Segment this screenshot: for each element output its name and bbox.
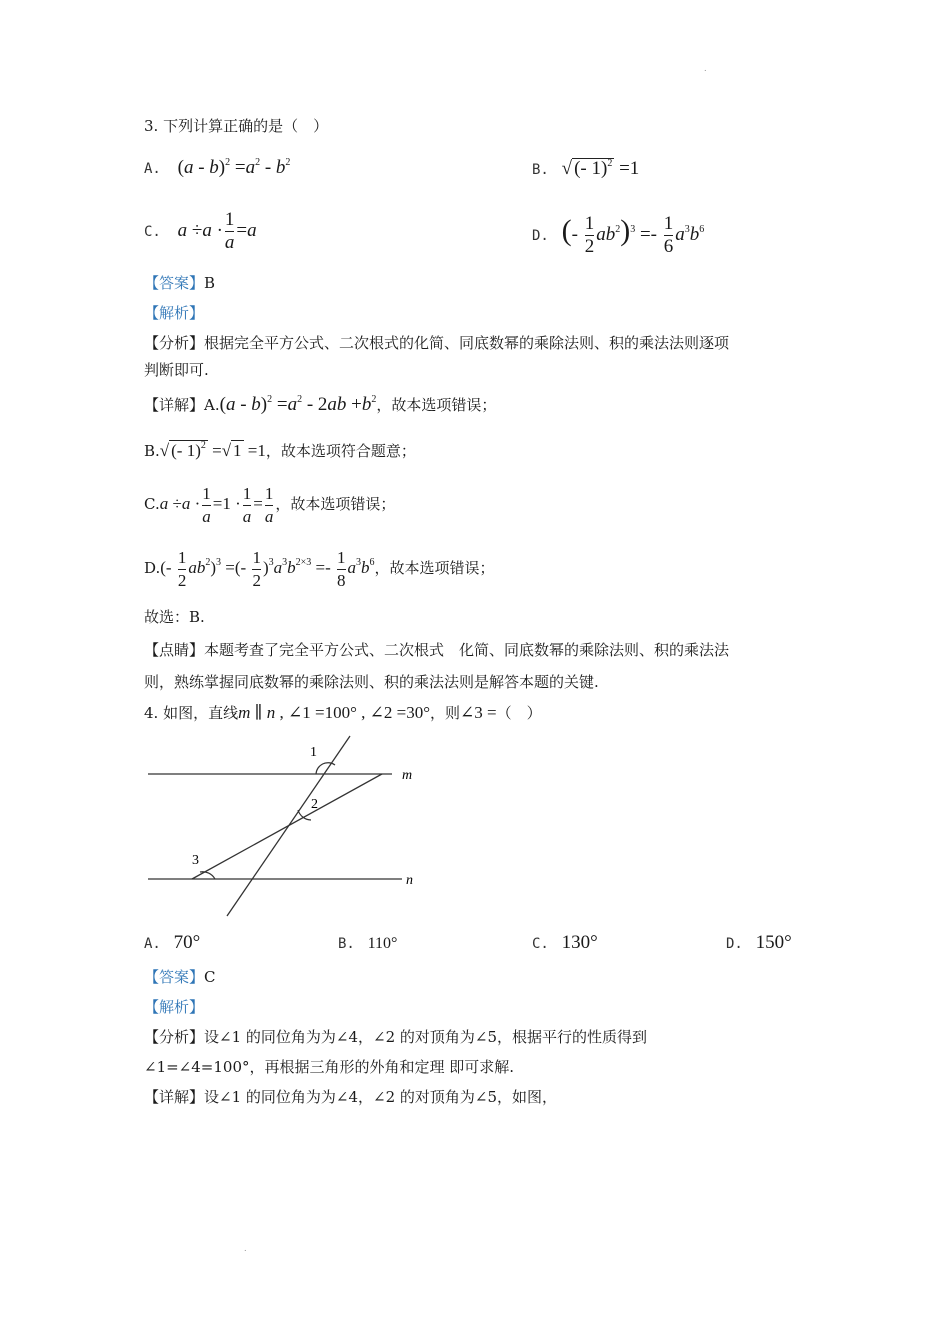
option-value: 150°: [755, 932, 792, 953]
answer-tag: 【答案】: [144, 274, 205, 292]
dianjing-text: 本题考查了完全平方公式、二次根式 化简、同底数幂的乘除法则、积的乘法法: [204, 641, 730, 659]
stem-end: （ ）: [496, 704, 542, 722]
option-value: 70°: [173, 932, 201, 953]
q4-answer: [144, 967, 216, 987]
q3-option-a: [144, 158, 290, 179]
q3-fenxi-line1: [144, 333, 729, 353]
detail-prefix: C.: [144, 495, 160, 513]
option-label: C.: [144, 224, 161, 240]
formula: √ (- 1)$^2$ =√ 1 =1: [159, 440, 266, 460]
q4-fenxi-line1: [144, 1027, 647, 1047]
q4-stem: [144, 703, 542, 723]
fenxi-text: 设∠1 的同位角为为∠4，∠2 的对顶角为∠5，根据平行的性质得到: [204, 1028, 648, 1046]
q4-option-a: [144, 933, 200, 954]
detail-suffix: ，故本选项错误；: [275, 495, 396, 513]
transversal-2: [192, 774, 382, 879]
option-label: A.: [144, 936, 161, 952]
q3-detail-b: [144, 440, 416, 461]
dianjing-tag: 【点睛】: [144, 641, 205, 659]
option-label: D.: [532, 228, 549, 244]
decorative-dot: .: [704, 64, 707, 73]
q4-fenxi-line2: ∠1=∠4=100°，再根据三角形的外角和定理 即可求解.: [144, 1058, 515, 1076]
detail-suffix: ，故本选项错误；: [374, 559, 495, 577]
option-label: C.: [532, 936, 549, 952]
stem-suffix: ，则: [430, 704, 461, 722]
formula: (- $\frac{1}{2}$ $ab^2)^3$ =- $\frac{1}{6}$ $a^3b^6$: [561, 213, 705, 258]
option-label: B.: [532, 162, 549, 178]
q4-analysis-tag: 【解析】: [144, 998, 205, 1016]
q3-detail-c: [144, 480, 395, 528]
option-label: A.: [144, 161, 161, 177]
formula: $(a - b)^2 =a^2 - 2ab +b^2$: [219, 394, 377, 415]
q3-detail-a: [144, 395, 496, 415]
q3-dianjing-line1: [144, 640, 729, 660]
formula: √ (- 1)$^2$ =1: [561, 158, 640, 179]
decorative-dot: .: [244, 1244, 247, 1253]
formula: ∠3 =: [460, 703, 497, 722]
answer-value: C: [204, 968, 216, 986]
fenxi-tag: 【分析】: [144, 1028, 205, 1046]
formula: (- $\frac{1}{2}$ $ab^2)^3$ =(- $\frac{1}{2}$ )$^3a^3b^{2\times 3}$ =- $\frac{1}{8}$ $a^3b^6$: [160, 547, 375, 590]
detail-prefix: A.: [204, 396, 220, 414]
q3-answer: [144, 273, 215, 293]
q3-option-b: [532, 158, 639, 180]
detail-prefix: B.: [144, 442, 160, 460]
option-value: 110°: [367, 935, 398, 952]
fenxi-tag: 【分析】: [144, 334, 205, 352]
xiangjie-tag: 【详解】: [144, 1088, 205, 1106]
formula: $(a - b)^2 =a^2 - b^2$: [177, 157, 291, 178]
q3-analysis-tag: 【解析】: [144, 304, 205, 322]
formula: m ∥ n , ∠1 =100° , ∠2 =30°: [238, 703, 430, 722]
answer-tag: 【答案】: [144, 968, 205, 986]
q4-option-b: [338, 933, 397, 954]
q3-stem: 3. 下列计算正确的是（ ）: [144, 117, 329, 135]
label-3: 3: [192, 853, 199, 868]
detail-prefix: D.: [144, 559, 161, 577]
detail-suffix: ，故本选项符合题意；: [265, 442, 416, 460]
q4-option-d: [726, 933, 792, 954]
xiangjie-tag: 【详解】: [144, 396, 205, 414]
q3-fenxi-line2: 判断即可.: [144, 361, 209, 379]
option-label: B.: [338, 936, 355, 952]
q3-detail-d: [144, 544, 495, 592]
fenxi-text: 根据完全平方公式、二次根式的化简、同底数幂的乘除法则、积的乘法法则逐项: [204, 334, 730, 352]
answer-value: B: [204, 274, 216, 292]
label-1: 1: [310, 745, 317, 760]
q3-dianjing-line2: 则，熟练掌握同底数幂的乘除法则、积的乘法法则是解答本题的关键.: [144, 673, 599, 691]
q3-option-d: [532, 206, 704, 261]
option-label: D.: [726, 936, 743, 952]
label-m: m: [402, 768, 413, 783]
label-n: n: [406, 873, 413, 888]
q4-xiangjie: [144, 1087, 557, 1107]
xiangjie-text: 设∠1 的同位角为为∠4，∠2 的对顶角为∠5，如图，: [204, 1088, 558, 1106]
option-value: 130°: [561, 932, 598, 953]
q4-option-c: [532, 933, 598, 954]
label-2: 2: [311, 797, 318, 812]
q3-choose: 故选：B.: [144, 608, 205, 626]
q3-option-c: [144, 206, 257, 257]
detail-suffix: ，故本选项错误；: [376, 396, 497, 414]
stem-prefix: 4. 如图，直线: [144, 704, 239, 722]
formula: a ÷a · $\frac{1}{a}$ =a: [177, 209, 257, 254]
q4-figure: [140, 732, 430, 922]
formula: a ÷a · $\frac{1}{a}$ =1 · $\frac{1}{a}$ = $\frac{1}{a}$: [159, 483, 274, 526]
